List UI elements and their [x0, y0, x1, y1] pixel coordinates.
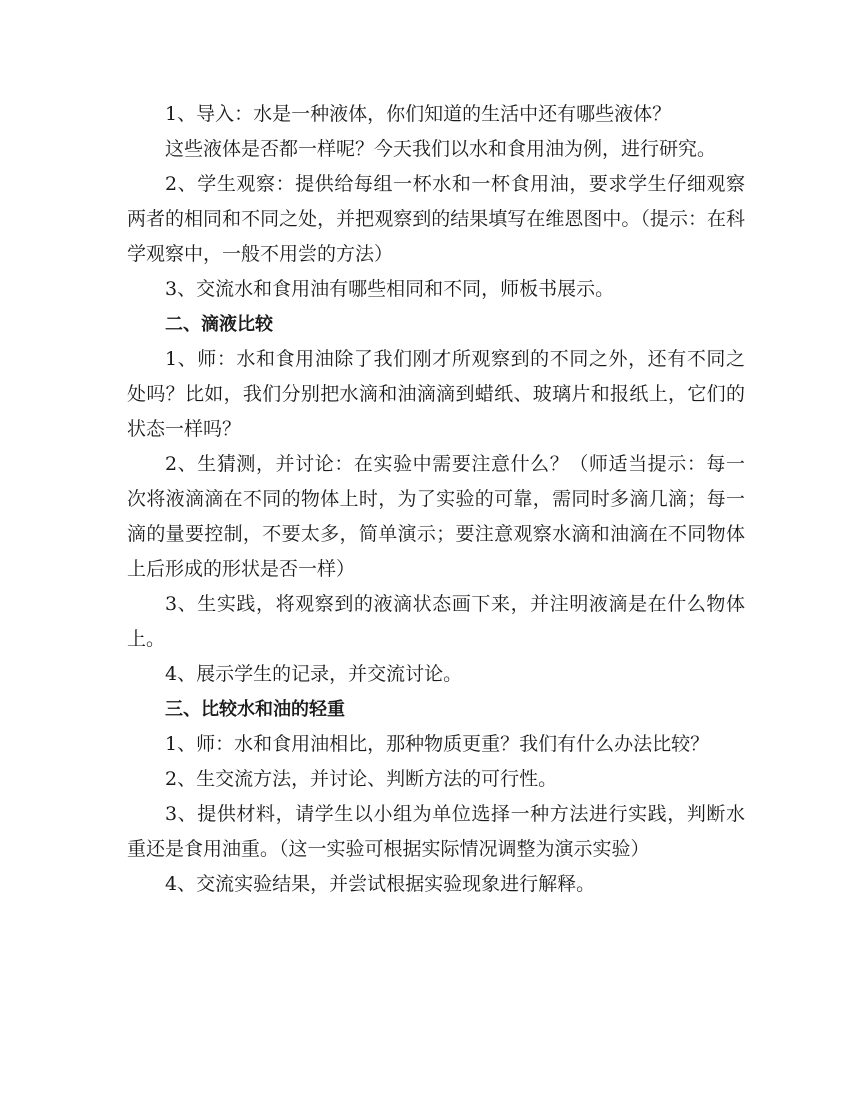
paragraph-weight-2: 2、生交流方法，并讨论、判断方法的可行性。 [165, 768, 558, 790]
paragraph-exchange: 3、交流水和食用油有哪些相同和不同，师板书展示。 [165, 278, 615, 300]
paragraph-drop-1: 1、师：水和食用油除了我们刚才所观察到的不同之外，还有不同之处吗？比如，我们分别把水滴和油滴滴到蜡纸、玻璃片和报纸上，它们的状态一样吗？ [127, 348, 745, 440]
paragraph-weight-3: 3、提供材料，请学生以小组为单位选择一种方法进行实践，判断水重还是食用油重。（这一实验可根据实际情况调整为演示实验） [127, 803, 745, 860]
paragraph-drop-3: 3、生实践，将观察到的液滴状态画下来，并注明液滴是在什么物体上。 [127, 593, 745, 650]
document-body [127, 97, 745, 902]
paragraph-intro-1: 1、导入：水是一种液体，你们知道的生活中还有哪些液体？ [165, 103, 672, 125]
paragraph-weight-1: 1、师：水和食用油相比，那种物质更重？我们有什么办法比较？ [165, 733, 710, 755]
paragraph-drop-2: 2、生猜测，并讨论：在实验中需要注意什么？（师适当提示：每一次将液滴滴在不同的物体上时，为了实验的可靠，需同时多滴几滴；每一滴的量要控制，不要太多，简单演示；要注意观察水滴和油滴在不同物体上后形成的形状是否一样） [127, 453, 745, 580]
paragraph-intro-2: 这些液体是否都一样呢？今天我们以水和食用油为例，进行研究。 [165, 138, 717, 160]
section-heading-weight-compare: 三、比较水和油的轻重 [165, 699, 345, 720]
section-heading-drop-compare: 二、滴液比较 [165, 314, 273, 335]
paragraph-weight-4: 4、交流实验结果，并尝试根据实验现象进行解释。 [165, 873, 596, 895]
paragraph-drop-4: 4、展示学生的记录，并交流讨论。 [165, 663, 463, 685]
paragraph-observe: 2、学生观察：提供给每组一杯水和一杯食用油，要求学生仔细观察两者的相同和不同之处，并把观察到的结果填写在维恩图中。（提示：在科学观察中，一般不用尝的方法） [127, 173, 745, 265]
